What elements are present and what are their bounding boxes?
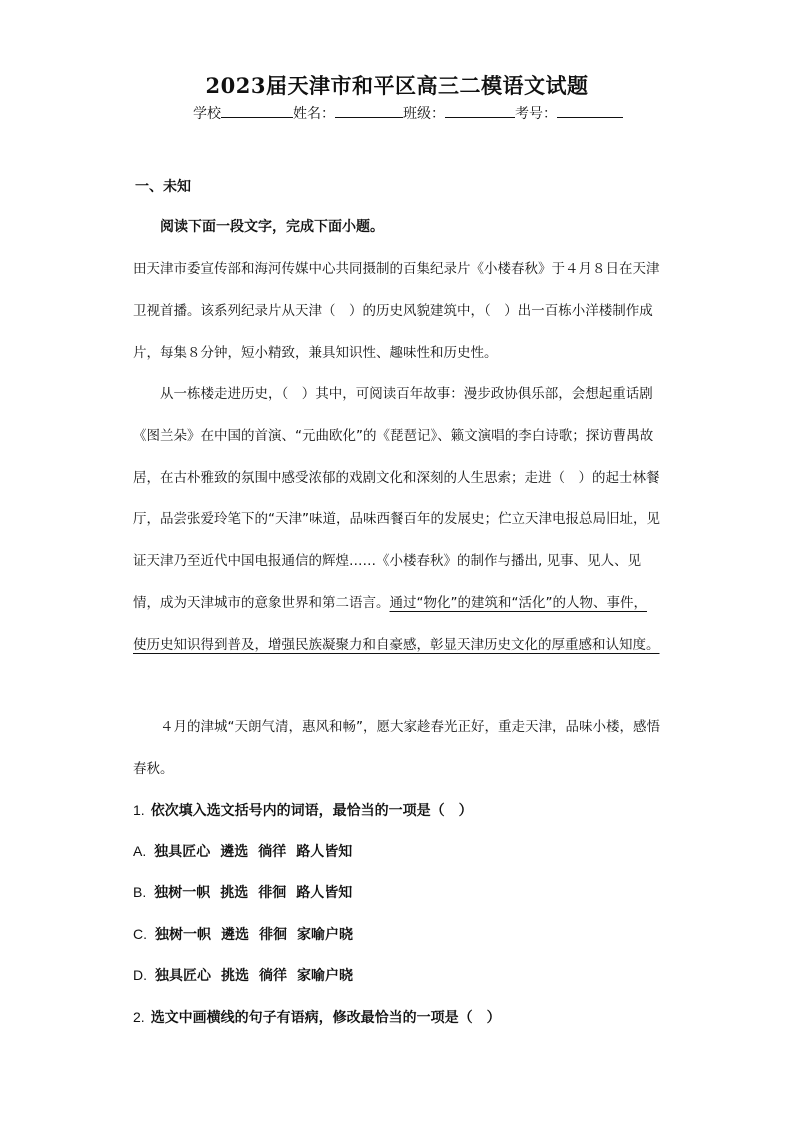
passage-paragraph-1: 田天津市委宣传部和海河传媒中心共同摄制的百集纪录片《小楼春秋》于４月８日在天津卫视首播。该系列纪录片从天津（ ）的历史风貌建筑中，（ ）出一百栋小洋楼制作成片，每集８分钟，短小精致，兼具知识性、趣味性和历史性。 xyxy=(133,261,660,361)
passage-paragraph-2 xyxy=(133,374,660,667)
option-letter: B. xyxy=(133,884,147,900)
option-letter: D. xyxy=(133,967,147,983)
question-number: 2. xyxy=(133,1009,145,1025)
question-text: 依次填入选文括号内的词语，最恰当的一项是（ ） xyxy=(150,803,473,819)
passage-paragraph-3: ４月的津城“天朗气清，惠风和畅”，愿大家趁春光正好，重走天津，品味小楼，感悟春秋。 xyxy=(133,719,660,777)
class-label: 班级： xyxy=(403,106,445,122)
name-blank[interactable] xyxy=(335,103,403,118)
passage-paragraph-2-text: 从一栋楼走进历史，（ ）其中，可阅读百年故事：漫步政协俱乐部，会想起重话剧《图兰朵》在中国的首演、“元曲欧化”的《琵琶记》、籁文演唱的李白诗歌；探访曹禺故居，在古朴雅致的氛围中感受浓郁的戏剧文化和深刻的人生思索；走进（ ）的起士林餐厅，品尝张爱玲笔下的“天津”味道，品味西餐百年的发展史；伫立天津电报总局旧址，见证天津乃至近代中国电报通信的辉煌……《小楼春秋》的制作与播出, 见事、见人、见情，成为天津城市的意象世界和第二语言。 xyxy=(133,386,660,611)
exam-no-label: 考号： xyxy=(515,106,557,122)
option-word: 徘徊 xyxy=(259,927,287,943)
lead-instruction: 阅读下面一段文字，完成下面小题。 xyxy=(160,219,384,235)
option-word: 家喻户晓 xyxy=(297,927,353,943)
option-b[interactable] xyxy=(133,882,352,902)
option-letter: A. xyxy=(133,843,147,859)
option-word: 挑选 xyxy=(221,968,249,984)
page-title: 2023届天津市和平区高三二模语文试题 xyxy=(205,73,589,98)
option-word: 独树一帜 xyxy=(155,927,211,943)
option-letter: C. xyxy=(133,926,147,942)
question-text: 选文中画横线的句子有语病，修改最恰当的一项是（ ） xyxy=(150,1010,501,1026)
option-word: 遴选 xyxy=(221,927,249,943)
option-c[interactable] xyxy=(133,924,353,944)
option-word: 家喻户晓 xyxy=(297,968,353,984)
option-word: 徜徉 xyxy=(259,968,287,984)
option-word: 路人皆知 xyxy=(296,844,353,860)
school-blank[interactable] xyxy=(221,103,293,118)
option-word: 独树一帜 xyxy=(154,885,211,901)
school-label: 学校 xyxy=(193,106,221,122)
class-blank[interactable] xyxy=(445,103,515,118)
option-word: 路人皆知 xyxy=(296,885,353,901)
option-word: 徘徊 xyxy=(258,885,287,901)
option-a[interactable] xyxy=(133,841,352,861)
question-number: 1. xyxy=(133,802,145,818)
student-info-line xyxy=(193,103,623,123)
option-d[interactable] xyxy=(133,965,353,985)
question-2 xyxy=(133,1007,501,1027)
section-heading: 一、未知 xyxy=(135,179,191,195)
option-word: 挑选 xyxy=(220,885,249,901)
option-word: 徜徉 xyxy=(258,844,287,860)
underlined-sentence: 通过“物化”的建筑和“活化”的人物、事件，使历史知识得到普及，增强民族凝聚力和自豪感，彰显天津历史文化的厚重感和认知度。 xyxy=(133,594,660,653)
option-word: 遴选 xyxy=(220,844,249,860)
name-label: 姓名： xyxy=(293,106,335,122)
question-1 xyxy=(133,800,473,820)
option-word: 独具匠心 xyxy=(155,968,211,984)
exam-no-blank[interactable] xyxy=(557,103,623,118)
option-word: 独具匠心 xyxy=(154,844,211,860)
